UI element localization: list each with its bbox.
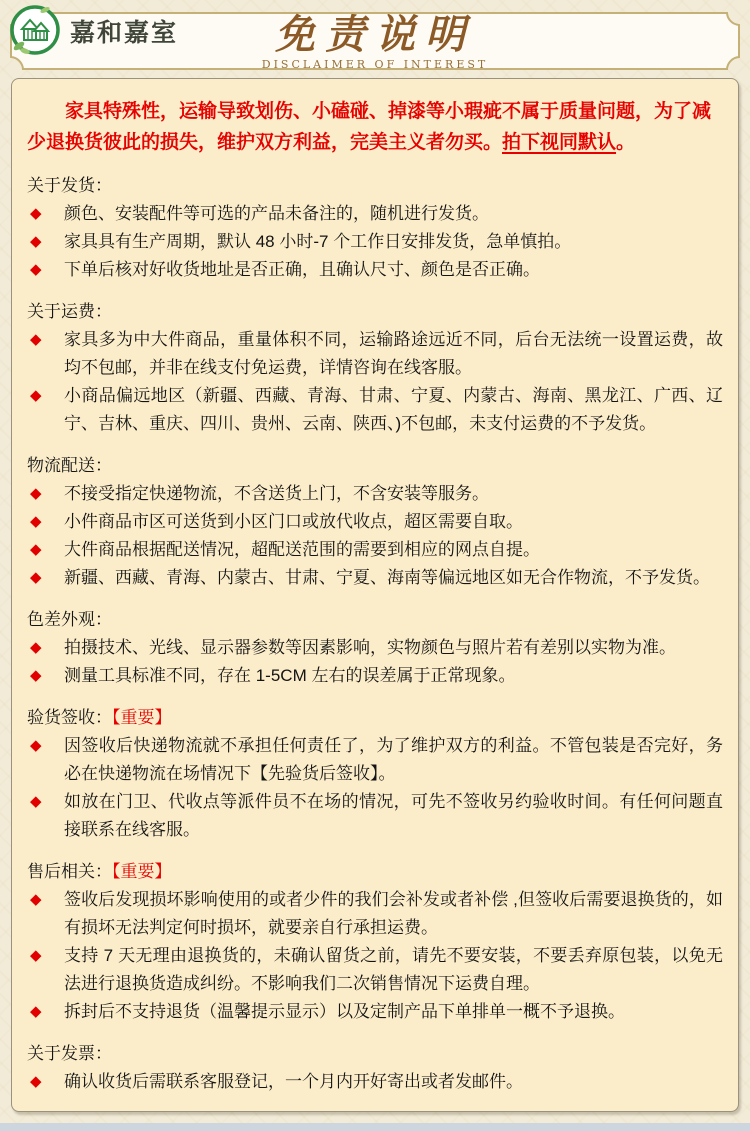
bullet-text: 测量工具标准不同，存在 1-5CM 左右的误差属于正常现象。 [64,666,516,685]
bullet-item [27,508,723,536]
bullet-item [27,200,723,228]
section-list [27,200,723,284]
diamond-bullet-icon: ◆ [30,387,42,404]
sections [27,172,723,1096]
section-list [27,634,723,690]
bullet-text: 小商品偏远地区（新疆、西藏、青海、甘肃、宁夏、内蒙古、海南、黑龙江、广西、辽宁、吉林、重庆、四川、贵州、云南、陕西、)不包邮，未支付运费的不予发货。 [64,386,723,433]
bullet-text: 家具具有生产周期，默认 48 小时-7 个工作日安排发货，急单慎拍。 [64,232,572,251]
bullet-item [27,942,723,998]
bullet-text: 小件商品市区可送货到小区门口或放代收点，超区需要自取。 [64,512,523,531]
section-heading [27,1040,723,1068]
brand [8,3,178,59]
section-list [27,886,723,1026]
diamond-bullet-icon: ◆ [30,1003,42,1020]
bullet-item [27,564,723,592]
section [27,704,723,844]
bullet-item [27,228,723,256]
diamond-bullet-icon: ◆ [30,541,42,558]
section-list [27,480,723,592]
bullet-item [27,788,723,844]
diamond-bullet-icon: ◆ [30,891,42,908]
intro-warning [27,96,723,158]
bullet-item [27,732,723,788]
section [27,1040,723,1096]
section-heading [27,452,723,480]
bullet-text: 大件商品根据配送情况，超配送范围的需要到相应的网点自提。 [64,540,540,559]
section-title: 关于运费： [27,302,112,321]
bullet-text: 家具多为中大件商品，重量体积不同，运输路途远近不同，后台无法统一设置运费，故均不包邮，并非在线支付免运费，详情咨询在线客服。 [64,330,723,377]
page-title: 免责说明 [275,11,475,58]
diamond-bullet-icon: ◆ [30,569,42,586]
diamond-bullet-icon: ◆ [30,1073,42,1090]
bullet-text: 拍摄技术、光线、显示器参数等因素影响，实物颜色与照片若有差别以实物为准。 [64,638,676,657]
section-title: 关于发票： [27,1044,112,1063]
brand-name: 嘉和嘉室 [70,18,179,47]
page-subtitle: DISCLAIMER OF INTEREST [261,58,489,71]
section-heading [27,298,723,326]
bullet-text: 下单后核对好收货地址是否正确，且确认尺寸、颜色是否正确。 [64,260,540,279]
disclaimer-content-box [11,78,739,1112]
bullet-item [27,886,723,942]
diamond-bullet-icon: ◆ [30,737,42,754]
section-title: 色差外观： [27,610,112,629]
bullet-item [27,256,723,284]
diamond-bullet-icon: ◆ [30,667,42,684]
diamond-bullet-icon: ◆ [30,639,42,656]
diamond-bullet-icon: ◆ [30,233,42,250]
section-heading [27,606,723,634]
section-title: 关于发货： [27,176,112,195]
section-heading [27,172,723,200]
bullet-text: 新疆、西藏、青海、内蒙古、甘肃、宁夏、海南等偏远地区如无合作物流，不予发货。 [64,568,710,587]
bullet-text: 不接受指定快递物流，不含送货上门，不含安装等服务。 [64,484,489,503]
bullet-text: 支持 7 天无理由退换货的，未确认留货之前，请先不要安装，不要丢弃原包装，以免无法进行退换货造成纠纷。不影响我们二次销售情况下运费自理。 [64,946,723,993]
section-heading [27,858,723,886]
bullet-text: 如放在门卫、代收点等派件员不在场的情况，可先不签收另约验收时间。有任何问题直接联系在线客服。 [64,792,723,839]
bullet-text: 确认收货后需联系客服登记，一个月内开好寄出或者发邮件。 [64,1072,523,1091]
bullet-item [27,998,723,1026]
section-tag: 【重要】 [112,708,172,727]
section-title: 物流配送： [27,456,112,475]
brand-logo-icon [8,3,62,59]
section [27,298,723,438]
section-tag: 【重要】 [112,862,172,881]
diamond-bullet-icon: ◆ [30,793,42,810]
bullet-item [27,634,723,662]
bullet-text: 拆封后不支持退货（温馨提示显示）以及定制产品下单排单一概不予退换。 [64,1002,625,1021]
section-list [27,1068,723,1096]
bullet-item [27,480,723,508]
intro-underlined-text: 拍下视同默认 [502,132,617,153]
intro-text: 家具特殊性，运输导致划伤、小磕碰、掉漆等小瑕疵不属于质量问题，为了减少退换货彼此的损失，维护双方利益，完美主义者勿买。 [27,101,712,153]
header [0,0,750,78]
bullet-item [27,326,723,382]
section [27,606,723,690]
bullet-item [27,536,723,564]
section-title: 售后相关： [27,862,112,881]
diamond-bullet-icon: ◆ [30,205,42,222]
intro-period: 。 [616,132,636,153]
section-list [27,326,723,438]
bullet-item [27,662,723,690]
bullet-item [27,382,723,438]
bullet-text: 因签收后快递物流就不承担任何责任了，为了维护双方的利益。不管包装是否完好，务必在快递物流在场情况下【先验货后签收】。 [64,736,723,783]
section-title: 验货签收： [27,708,112,727]
diamond-bullet-icon: ◆ [30,513,42,530]
section [27,452,723,592]
bullet-text: 颜色、安装配件等可选的产品未备注的，随机进行发货。 [64,204,489,223]
bottom-strip [0,1123,750,1131]
diamond-bullet-icon: ◆ [30,261,42,278]
section-list [27,732,723,844]
section [27,172,723,284]
diamond-bullet-icon: ◆ [30,947,42,964]
bullet-item [27,1068,723,1096]
section-heading [27,704,723,732]
bullet-text: 签收后发现损坏影响使用的或者少件的我们会补发或者补偿 ,但签收后需要退换货的，如有损坏无法判定何时损坏，就要亲自行承担运费。 [64,890,723,937]
diamond-bullet-icon: ◆ [30,485,42,502]
diamond-bullet-icon: ◆ [30,331,42,348]
section [27,858,723,1026]
